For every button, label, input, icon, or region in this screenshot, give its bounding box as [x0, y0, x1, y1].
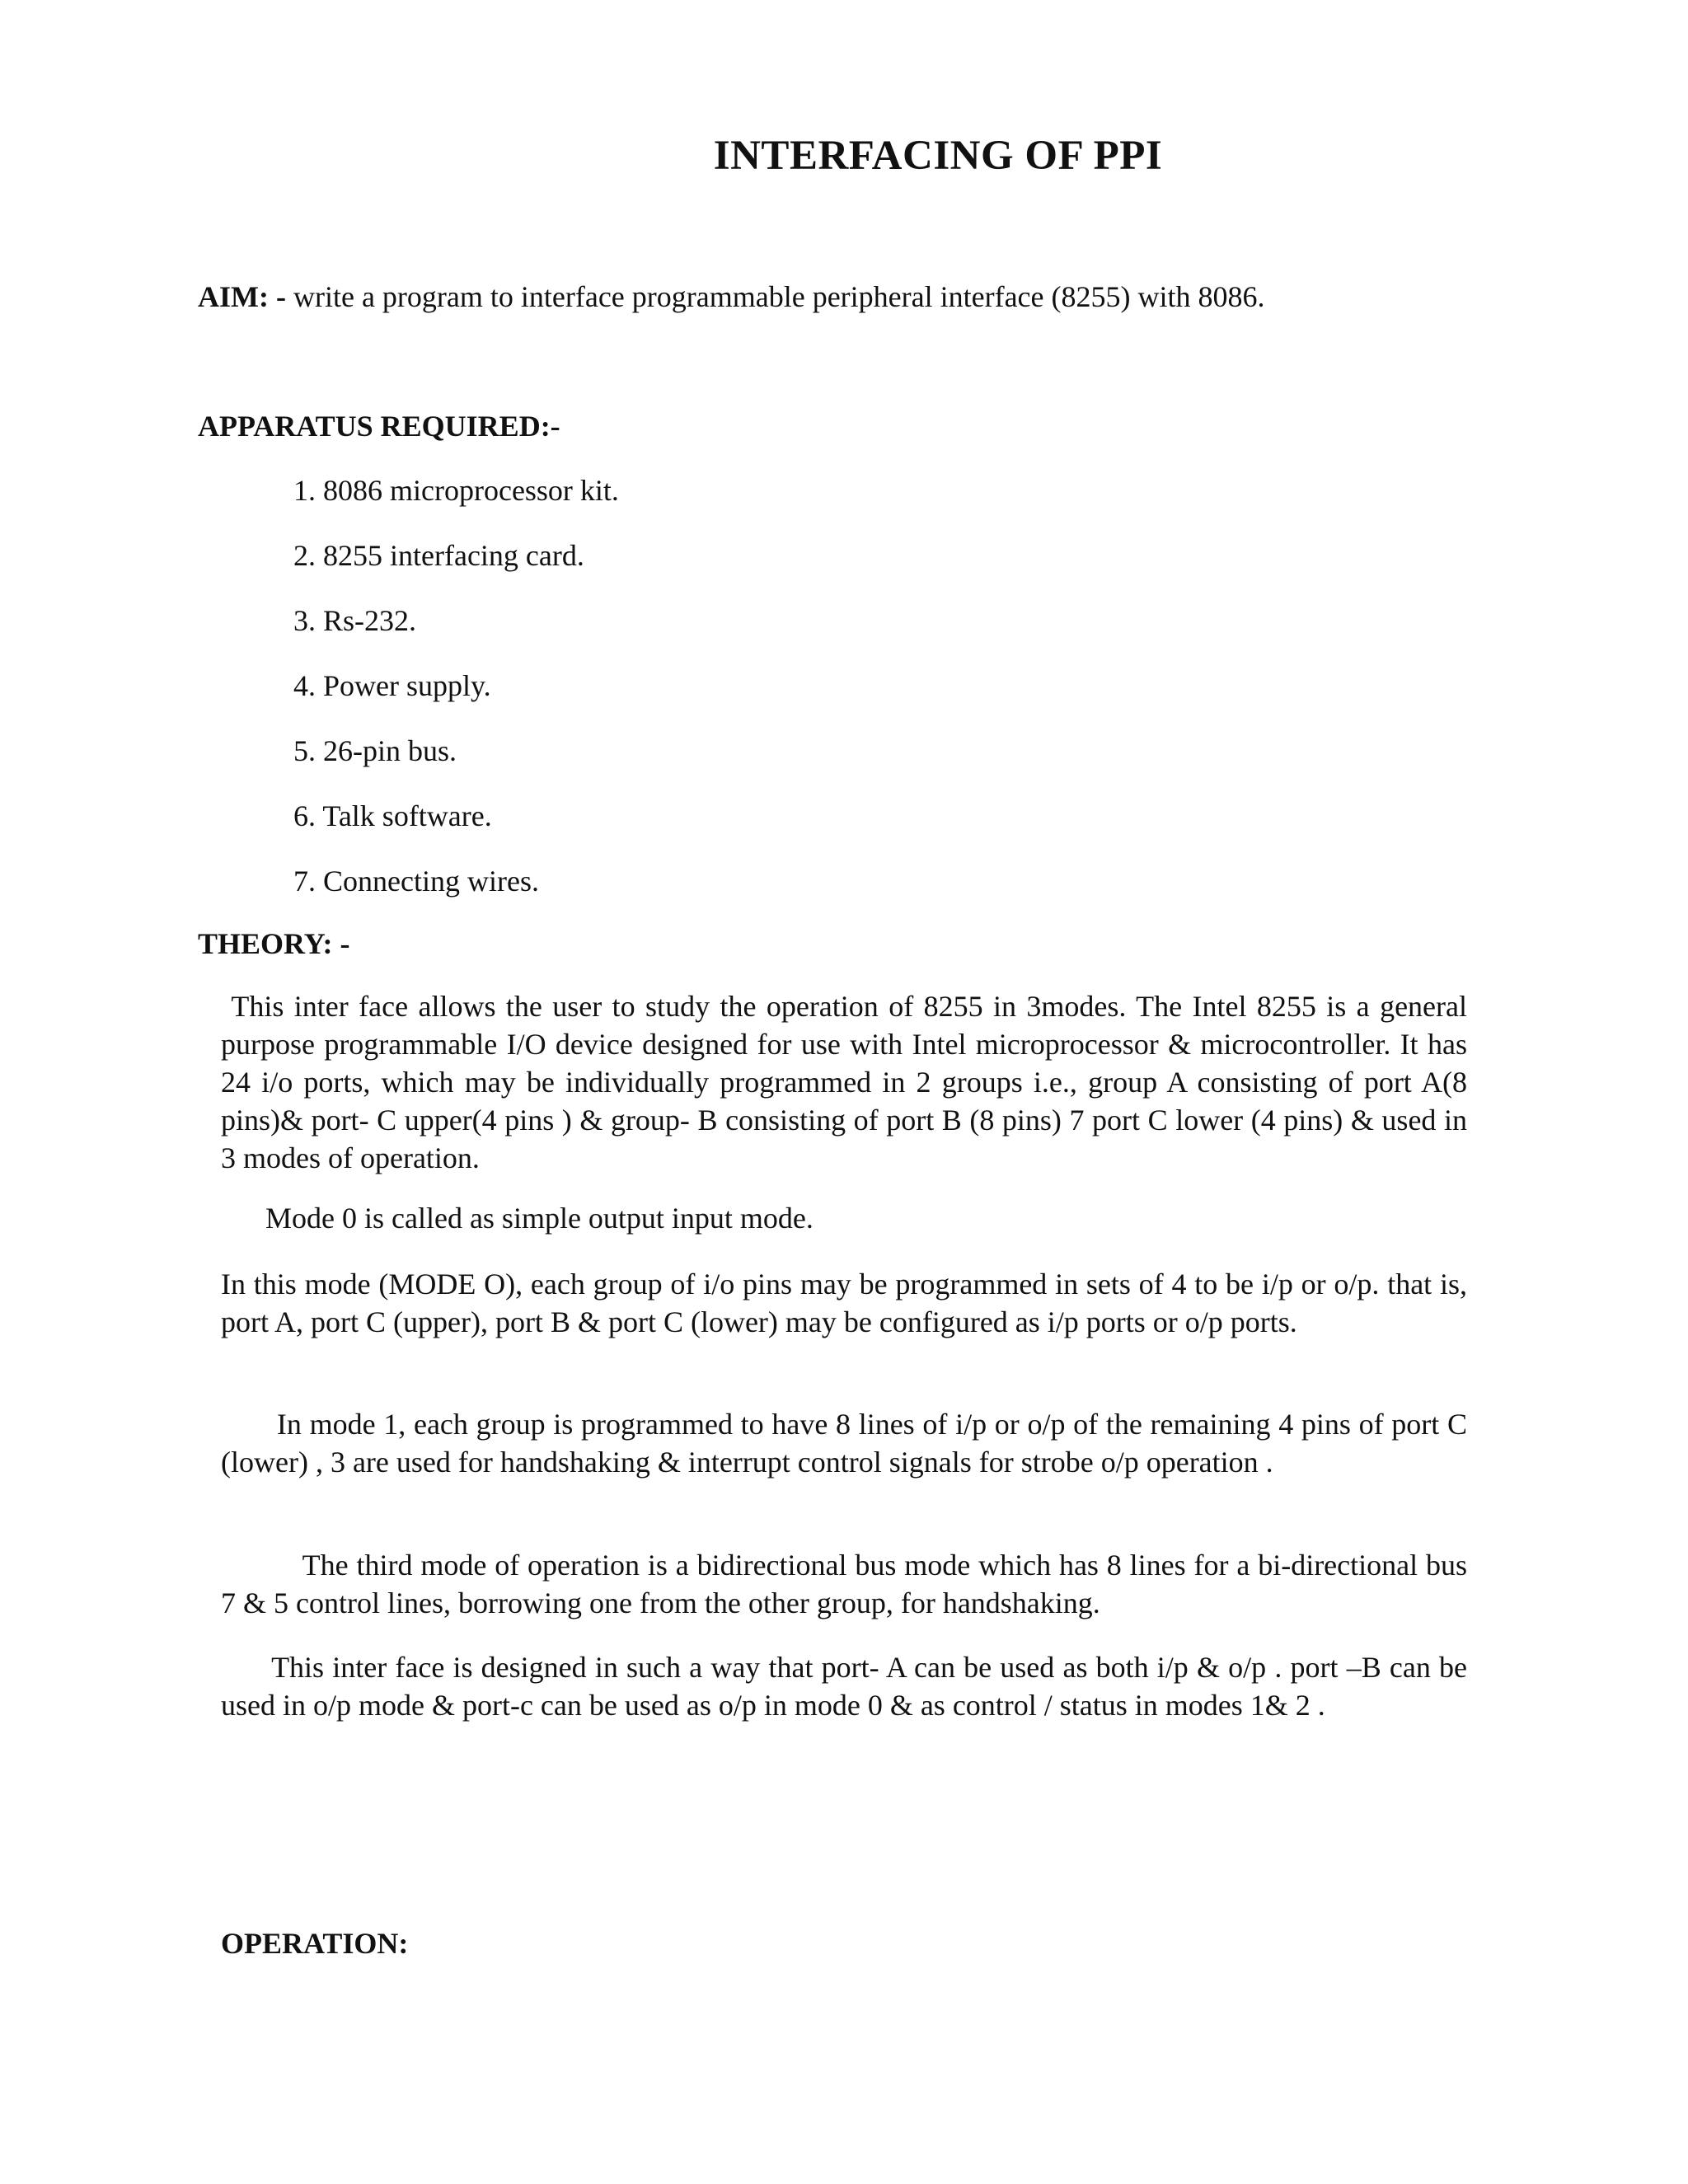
- theory-paragraph: In mode 1, each group is programmed to have 8 lines of i/p or o/p of the remaining 4 pins of port C (lower) , 3 are used for handshaking & interrupt control signals for strobe o/p operation .: [221, 1408, 1467, 1479]
- apparatus-item: 6. Talk software.: [293, 799, 492, 832]
- apparatus-item: 7. Connecting wires.: [293, 865, 539, 898]
- aim-text: write a program to interface programmable peripheral interface (8255) with 8086.: [285, 280, 1265, 313]
- apparatus-item: 1. 8086 microprocessor kit.: [293, 474, 619, 507]
- apparatus-item: 3. Rs-232.: [293, 604, 417, 637]
- apparatus-list: [293, 470, 619, 926]
- apparatus-heading: APPARATUS REQUIRED:-: [198, 410, 560, 443]
- apparatus-item: 5. 26-pin bus.: [293, 734, 457, 767]
- apparatus-item: 2. 8255 interfacing card.: [293, 539, 584, 572]
- theory-paragraph: In this mode (MODE O), each group of i/o pins may be programmed in sets of 4 to be i/p or o/p. that is, port A, port C (upper), port B & port C (lower) may be configured as i/p ports or o/p ports.: [221, 1268, 1467, 1338]
- theory-heading: THEORY: -: [198, 927, 350, 960]
- aim-label: AIM: -: [198, 280, 286, 313]
- theory-paragraph: The third mode of operation is a bidirectional bus mode which has 8 lines for a bi-directional bus 7 & 5 control lines, borrowing one from the other group, for handshaking.: [221, 1549, 1467, 1619]
- aim-line: [198, 276, 1264, 317]
- theory-paragraph: This inter face allows the user to study the operation of 8255 in 3modes. The Intel 8255 is a general purpose programmable I/O device designed for use with Intel microprocessor & microcontroller. It has 24 i/o ports, which may be individually programmed in 2 groups i.e., group A consisting of port A(8 pins)& port- C upper(4 pins ) & group- B consisting of port B (8 pins) 7 port C lower (4 pins) & used in 3 modes of operation.: [221, 990, 1467, 1174]
- theory-paragraph: Mode 0 is called as simple output input mode.: [221, 1202, 814, 1235]
- operation-heading: OPERATION:: [221, 1927, 409, 1960]
- apparatus-item: 4. Power supply.: [293, 669, 491, 702]
- page-title: INTERFACING OF PPI: [713, 133, 1163, 179]
- theory-paragraph: This inter face is designed in such a way that port- A can be used as both i/p & o/p . port –B can be used in o/p mode & port-c can be used as o/p in mode 0 & as control / status in modes 1& 2 .: [221, 1651, 1467, 1722]
